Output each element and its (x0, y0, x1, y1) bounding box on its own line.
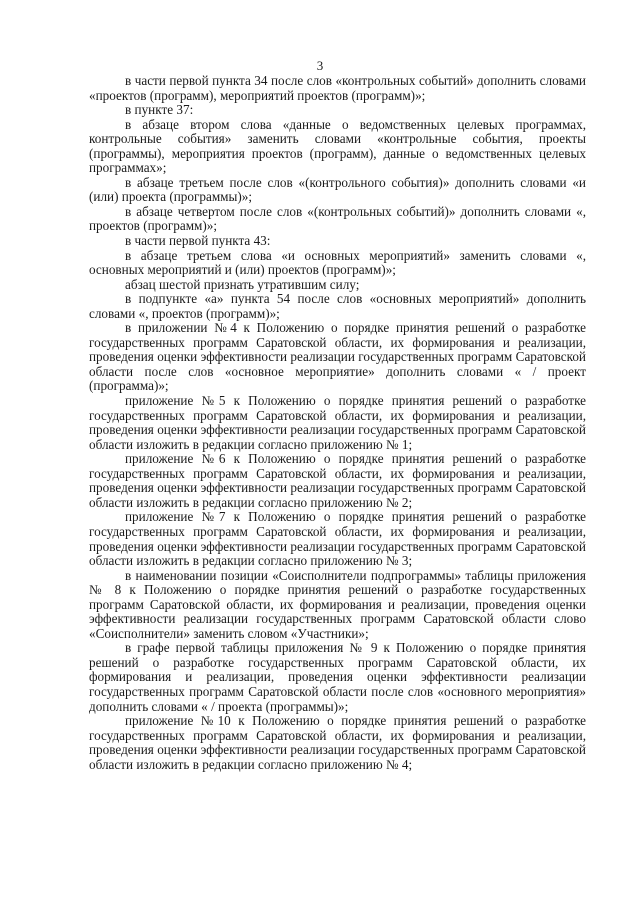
paragraph-7: в абзаце третьем слова «и основных мероприятий» заменить словами «, основных мероприятий и (или) проектов (программ)»; (89, 247, 586, 278)
paragraph-9: в подпункте «а» пункта 54 после слов «основных мероприятий» дополнить словами «, проектов (программ)»; (89, 291, 586, 321)
page-number: 3 (316, 58, 324, 73)
paragraph-13: приложение №7 к Положению о порядке принятия решений о разработке государственных программ Саратовской области, их формирования и реализации, проведения оценки эффективности реализации государственных программ Саратовской области изложить в редакции согласно приложению № 3; (89, 509, 586, 569)
paragraph-11: приложение №5 к Положению о порядке принятия решений о разработке государственных программ Саратовской области, их формирования и реализации, проведения оценки эффективности реализации государственных программ Саратовской области изложить в редакции согласно приложению № 1; (89, 393, 586, 452)
document-body (89, 74, 586, 772)
paragraph-10: в приложении №4 к Положению о порядке принятия решений о разработке государственных программ Саратовской области, их формирования и реализации, проведения оценки эффективности реализации государственных программ Саратовской области после слов «основное мероприятие» дополнить словами « / проект (программа)»; (89, 320, 586, 394)
paragraph-5: в абзаце четвертом после слов «(контрольных событий)» дополнить словами «, проектов (программ)»; (89, 203, 586, 234)
paragraph-14: в наименовании позиции «Соисполнители подпрограммы» таблицы приложения № 8 к Положению о порядке принятия решений о разработке государственных программ Саратовской области, их формирования и реализации, проведения оценки эффективности реализации государственных программ Саратовской области слово «Соисполнители» заменить словом «Участники»; (89, 567, 586, 641)
paragraph-12: приложение №6 к Положению о порядке принятия решений о разработке государственных программ Саратовской области, их формирования и реализации, проведения оценки эффективности реализации государственных программ Саратовской области изложить в редакции согласно приложению № 2; (89, 451, 586, 510)
paragraph-4: в абзаце третьем после слов «(контрольного события)» дополнить словами «и (или) проекта (программы)»; (89, 174, 586, 205)
paragraph-15: в графе первой таблицы приложения № 9 к Положению о порядке принятия решений о разработке государственных программ Саратовской области, их формирования и реализации, проведения оценки эффективности реализации государственных программ Саратовской области после слов «основного мероприятия» дополнить словами « / проекта (программы)»; (89, 640, 586, 714)
paragraph-3: в абзаце втором слова «данные о ведомственных целевых программах, контрольные события» заменить словами «контрольные события, проекты (программы), мероприятия проектов (программ), данные о ведомственных целевых программах»; (89, 116, 586, 176)
paragraph-1: в части первой пункта 34 после слов «контрольных событий» дополнить словами «проектов (программ), мероприятий проектов (программ)»; (89, 73, 586, 103)
paragraph-8: абзац шестой признать утратившим силу; (125, 276, 360, 292)
paragraph-16: приложение №10 к Положению о порядке принятия решений о разработке государственных программ Саратовской области, их формирования и реализации, проведения оценки эффективности реализации государственных программ Саратовской области изложить в редакции согласно приложению № 4; (89, 713, 586, 772)
paragraph-2: в пункте 37: (125, 102, 194, 118)
paragraph-6: в части первой пункта 43: (125, 233, 271, 249)
